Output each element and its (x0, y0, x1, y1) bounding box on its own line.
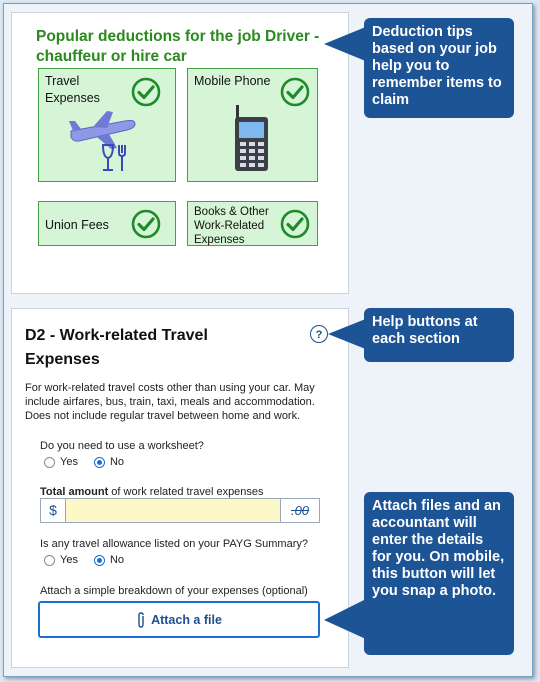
radio-label: No (109, 554, 125, 566)
check-icon (280, 77, 310, 107)
help-button[interactable]: ? (310, 325, 328, 343)
callout-help-buttons (364, 308, 514, 362)
attach-label: Attach a simple breakdown of your expenses (optional) (40, 585, 308, 597)
check-icon (280, 209, 310, 239)
allowance-yes-option[interactable] (44, 554, 78, 566)
worksheet-radio-group (44, 456, 140, 468)
allowance-no-option[interactable] (94, 554, 124, 566)
tile-label: Travel Expenses (45, 74, 100, 105)
tile-books-other[interactable] (187, 201, 318, 246)
radio-label: No (109, 456, 125, 468)
callout-deduction-tips (364, 18, 514, 118)
allowance-question: Is any travel allowance listed on your PAYG Summary? (40, 538, 308, 550)
callout-pointer-attach (322, 598, 368, 640)
cents-display: .00 (280, 499, 319, 522)
total-amount-label (40, 486, 264, 498)
airplane-dining-icon (67, 109, 139, 177)
tile-label: Union Fees (45, 218, 109, 232)
tile-travel-expenses[interactable] (38, 68, 176, 182)
total-amount-field (40, 498, 320, 523)
callout-pointer-help (326, 318, 368, 350)
attach-file-label: Attach a file (151, 612, 222, 627)
paperclip-icon (136, 612, 146, 628)
radio-button-selected[interactable] (94, 555, 105, 566)
callout-text: Attach files and an accountant will enter the details for you. On mobile, this button will let you snap a photo. (372, 498, 505, 599)
callout-text: Deduction tips based on your job help you to remember items to claim (372, 24, 502, 108)
callout-text: Help buttons at each section (372, 314, 478, 347)
amount-label-rest: of work related travel expenses (108, 486, 264, 498)
attach-file-button[interactable] (38, 601, 320, 638)
worksheet-no-option[interactable] (94, 456, 124, 468)
allowance-radio-group (44, 554, 140, 566)
popular-deductions-title: Popular deductions for the job Driver - chauffeur or hire car (36, 28, 320, 65)
worksheet-question: Do you need to use a worksheet? (40, 440, 204, 452)
amount-label-bold: Total amount (40, 486, 109, 498)
radio-label: Yes (60, 554, 78, 566)
callout-attach-files (364, 492, 514, 655)
section-description: For work-related travel costs other than using your car. May include airfares, bus, train, taxi, meals and accommodation. Does not include regular travel between home and work. (25, 382, 315, 422)
mobile-phone-icon (232, 105, 272, 173)
worksheet-yes-option[interactable] (44, 456, 78, 468)
radio-button[interactable] (44, 457, 55, 468)
tile-label: Mobile Phone (194, 74, 271, 88)
total-amount-input[interactable] (66, 499, 280, 522)
radio-label: Yes (60, 456, 78, 468)
tile-label: Books & Other Work-Related Expenses (194, 206, 269, 246)
check-icon (131, 77, 161, 107)
callout-pointer-tips (322, 22, 368, 66)
tile-union-fees[interactable] (38, 201, 176, 246)
check-icon (131, 209, 161, 239)
tile-mobile-phone[interactable] (187, 68, 318, 182)
currency-symbol: $ (41, 499, 66, 522)
section-title: D2 - Work-related Travel Expenses (25, 327, 208, 368)
radio-button-selected[interactable] (94, 457, 105, 468)
radio-button[interactable] (44, 555, 55, 566)
